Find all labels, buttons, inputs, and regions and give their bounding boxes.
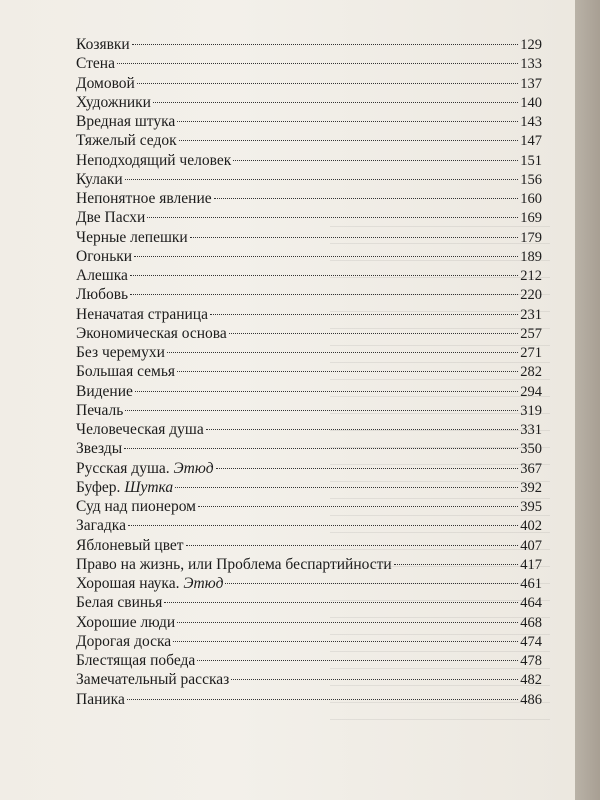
- toc-page-number: 147: [520, 133, 542, 150]
- toc-entry: [76, 94, 542, 113]
- toc-entry: [76, 286, 542, 305]
- toc-page-number: 220: [520, 287, 542, 304]
- toc-entry-title: [76, 402, 123, 420]
- toc-dot-leader: [177, 622, 518, 623]
- toc-entry: [76, 209, 542, 228]
- toc-entry-title-text: Домовой: [76, 74, 135, 92]
- toc-dot-leader: [125, 179, 519, 180]
- toc-entry: [76, 440, 542, 459]
- toc-dot-leader: [173, 641, 518, 642]
- toc-entry-title-text: Козявки: [76, 36, 130, 53]
- toc-entry-title: [76, 460, 214, 478]
- toc-page-number: 474: [520, 633, 542, 650]
- toc-dot-leader: [128, 525, 518, 526]
- toc-page-number: 319: [520, 402, 542, 419]
- toc-dot-leader: [137, 83, 518, 84]
- toc-entry-title-text: Тяжелый седок: [76, 132, 177, 150]
- toc-page-number: 282: [520, 364, 542, 381]
- toc-entry: [76, 55, 542, 74]
- toc-page-number: 402: [520, 518, 542, 535]
- toc-page-number: 417: [520, 556, 542, 573]
- toc-entry-title: [76, 363, 175, 381]
- toc-page-number: 294: [520, 383, 542, 400]
- toc-entry-title: [76, 517, 126, 535]
- toc-entry-title: [76, 325, 227, 343]
- toc-page-number: 367: [520, 460, 542, 477]
- toc-entry-title-text: Алешка: [76, 267, 128, 284]
- toc-entry: [76, 575, 542, 594]
- toc-entry-title-text: Неподходящий человек: [76, 151, 232, 169]
- toc-entry-title: [76, 75, 135, 93]
- toc-dot-leader: [135, 391, 518, 392]
- toc-entry-title-text: Буфер.: [76, 478, 121, 496]
- toc-entry: [76, 633, 542, 652]
- toc-dot-leader: [216, 468, 519, 469]
- toc-entry-title-text: Непонятное явление: [76, 190, 212, 207]
- toc-dot-leader: [153, 102, 518, 103]
- toc-entry-title-text: Дорогая доска: [76, 632, 172, 650]
- toc-page-number: 151: [520, 152, 542, 169]
- toc-dot-leader: [177, 121, 518, 122]
- toc-entry-title: [76, 113, 175, 131]
- toc-entry-title: [76, 94, 151, 112]
- toc-dot-leader: [125, 410, 518, 411]
- toc-entry-title-text: Яблоневый цвет: [76, 536, 184, 554]
- toc-page-number: 129: [520, 37, 542, 53]
- toc-entry: [76, 267, 542, 286]
- toc-entry-title: [76, 383, 133, 401]
- toc-entry-title-text: Видение: [76, 382, 133, 400]
- toc-page-number: 478: [520, 653, 542, 669]
- toc-dot-leader: [130, 275, 518, 276]
- toc-entry-title-text: Большая семья: [76, 363, 176, 381]
- toc-entry-title-text: Русская душа.: [76, 459, 170, 477]
- toc-entry-title: [76, 171, 123, 189]
- toc-page-number: 461: [520, 576, 542, 592]
- toc-page-number: 189: [520, 248, 542, 265]
- toc-dot-leader: [167, 352, 518, 353]
- toc-dot-leader: [177, 371, 518, 372]
- toc-entry-title-text: Без черемухи: [76, 344, 165, 361]
- toc-page-number: 486: [520, 691, 542, 708]
- toc-entry-title: [76, 229, 188, 247]
- toc-entry: [76, 691, 542, 710]
- toc-entry-title: [76, 575, 223, 593]
- toc-entry: [76, 132, 542, 151]
- toc-dot-leader: [124, 448, 518, 449]
- toc-page-number: 331: [520, 422, 542, 438]
- toc-dot-leader: [210, 314, 518, 315]
- toc-entry: [76, 248, 542, 267]
- toc-dot-leader: [164, 602, 518, 603]
- toc-entry-title-text: Звезды: [76, 440, 123, 458]
- toc-entry-title: [76, 440, 122, 458]
- toc-entry-title-text: Вредная штука: [76, 113, 176, 130]
- toc-dot-leader: [225, 583, 518, 584]
- toc-entry: [76, 190, 542, 209]
- toc-entry-title: [76, 152, 231, 170]
- toc-entry: [76, 171, 542, 190]
- toc-entry-title: [76, 691, 125, 709]
- toc-page-number: 231: [520, 306, 542, 323]
- toc-entry-title-text: Паника: [76, 690, 125, 708]
- toc-dot-leader: [206, 429, 519, 430]
- toc-entry: [76, 344, 542, 363]
- toc-dot-leader: [130, 294, 518, 295]
- toc-entry-title: [76, 306, 208, 324]
- toc-entry-title: [76, 267, 128, 285]
- toc-page-number: 468: [520, 614, 542, 631]
- toc-entry-title-text: Художники: [76, 93, 151, 111]
- toc-dot-leader: [214, 198, 519, 199]
- toc-page-number: 482: [520, 672, 542, 689]
- table-of-contents: [76, 36, 542, 710]
- toc-dot-leader: [134, 256, 518, 257]
- toc-entry-title: [76, 479, 173, 497]
- toc-page-number: 212: [520, 268, 542, 284]
- toc-page-number: 395: [520, 499, 542, 515]
- toc-entry-title: [76, 132, 177, 150]
- toc-entry-title-text: Право на жизнь, или Проблема беспартийности: [76, 555, 392, 573]
- toc-dot-leader: [127, 699, 518, 700]
- toc-entry: [76, 537, 542, 556]
- toc-entry: [76, 229, 542, 248]
- toc-dot-leader: [147, 217, 518, 218]
- toc-entry: [76, 325, 542, 344]
- toc-entry-title: [76, 248, 132, 266]
- toc-entry-title-text: Загадка: [76, 517, 126, 535]
- toc-entry-title: [76, 421, 204, 439]
- toc-entry-title-text: Человеческая душа: [76, 421, 204, 438]
- toc-entry: [76, 652, 542, 671]
- toc-dot-leader: [179, 140, 519, 141]
- toc-page-number: 169: [520, 210, 542, 227]
- toc-entry-title: [76, 209, 145, 227]
- toc-entry-title: [76, 344, 165, 362]
- toc-page-number: 137: [520, 75, 542, 92]
- toc-page-number: 257: [520, 325, 542, 342]
- toc-entry-title: [76, 36, 130, 54]
- toc-dot-leader: [175, 487, 518, 488]
- toc-entry-title: [76, 652, 195, 670]
- toc-entry-title-text: Печаль: [76, 401, 124, 419]
- toc-dot-leader: [190, 237, 519, 238]
- toc-page-number: 156: [520, 171, 542, 188]
- toc-entry: [76, 421, 542, 440]
- toc-page-number: 133: [520, 56, 542, 73]
- toc-entry-title: [76, 537, 184, 555]
- page-edge: [575, 0, 600, 800]
- toc-page-number: 350: [520, 441, 542, 458]
- toc-entry: [76, 36, 542, 55]
- toc-entry: [76, 363, 542, 382]
- toc-entry: [76, 152, 542, 171]
- toc-entry: [76, 498, 542, 517]
- toc-page-number: 143: [520, 114, 542, 130]
- toc-entry-title: [76, 633, 171, 651]
- toc-entry-title-text: Экономическая основа: [76, 324, 227, 342]
- toc-entry-title-text: Замечательный рассказ: [76, 671, 230, 689]
- toc-dot-leader: [186, 545, 519, 546]
- toc-entry-title-text: Блестящая победа: [76, 652, 196, 669]
- toc-page-number: 160: [520, 191, 542, 207]
- toc-entry-title-text: Хорошая наука.: [76, 575, 180, 592]
- toc-dot-leader: [197, 660, 518, 661]
- toc-page-number: 392: [520, 479, 542, 496]
- toc-entry: [76, 75, 542, 94]
- toc-dot-leader: [231, 679, 518, 680]
- toc-entry-title-text: Огоньки: [76, 247, 133, 265]
- toc-page-number: 179: [520, 229, 542, 246]
- toc-entry-title-text: Хорошие люди: [76, 613, 176, 631]
- toc-entry: [76, 460, 542, 479]
- toc-entry: [76, 383, 542, 402]
- toc-entry-title-text: Неначатая страница: [76, 305, 208, 323]
- toc-dot-leader: [394, 564, 519, 565]
- toc-entry: [76, 306, 542, 325]
- toc-entry: [76, 113, 542, 132]
- toc-dot-leader: [132, 44, 519, 45]
- toc-entry-subtitle: Этюд: [183, 575, 224, 592]
- toc-dot-leader: [117, 63, 518, 64]
- toc-entry-title: [76, 594, 162, 612]
- toc-entry-title-text: Две Пасхи: [76, 209, 146, 227]
- toc-entry-title: [76, 498, 196, 516]
- toc-page-number: 407: [520, 537, 542, 554]
- toc-entry: [76, 402, 542, 421]
- toc-entry-title-text: Суд над пионером: [76, 498, 196, 515]
- toc-entry: [76, 614, 542, 633]
- toc-dot-leader: [198, 506, 518, 507]
- toc-dot-leader: [229, 333, 518, 334]
- toc-entry-title-text: Любовь: [76, 286, 129, 304]
- toc-entry-title-text: Стена: [76, 55, 115, 73]
- toc-entry-title-text: Белая свинья: [76, 594, 163, 612]
- toc-entry-subtitle: Шутка: [124, 478, 174, 496]
- toc-page-number: 464: [520, 595, 542, 612]
- toc-entry-subtitle: Этюд: [173, 459, 214, 477]
- toc-entry: [76, 671, 542, 690]
- toc-entry-title: [76, 55, 115, 73]
- toc-dot-leader: [233, 160, 518, 161]
- toc-entry-title: [76, 190, 212, 208]
- toc-entry-title-text: Черные лепешки: [76, 228, 188, 246]
- toc-entry: [76, 594, 542, 613]
- toc-page-number: 271: [520, 345, 542, 361]
- toc-entry-title: [76, 286, 128, 304]
- toc-entry-title: [76, 614, 175, 632]
- toc-entry-title-text: Кулаки: [76, 170, 123, 188]
- toc-entry: [76, 517, 542, 536]
- toc-entry-title: [76, 671, 229, 689]
- toc-entry: [76, 479, 542, 498]
- toc-page-number: 140: [520, 94, 542, 111]
- toc-entry-title: [76, 556, 392, 574]
- toc-entry: [76, 556, 542, 575]
